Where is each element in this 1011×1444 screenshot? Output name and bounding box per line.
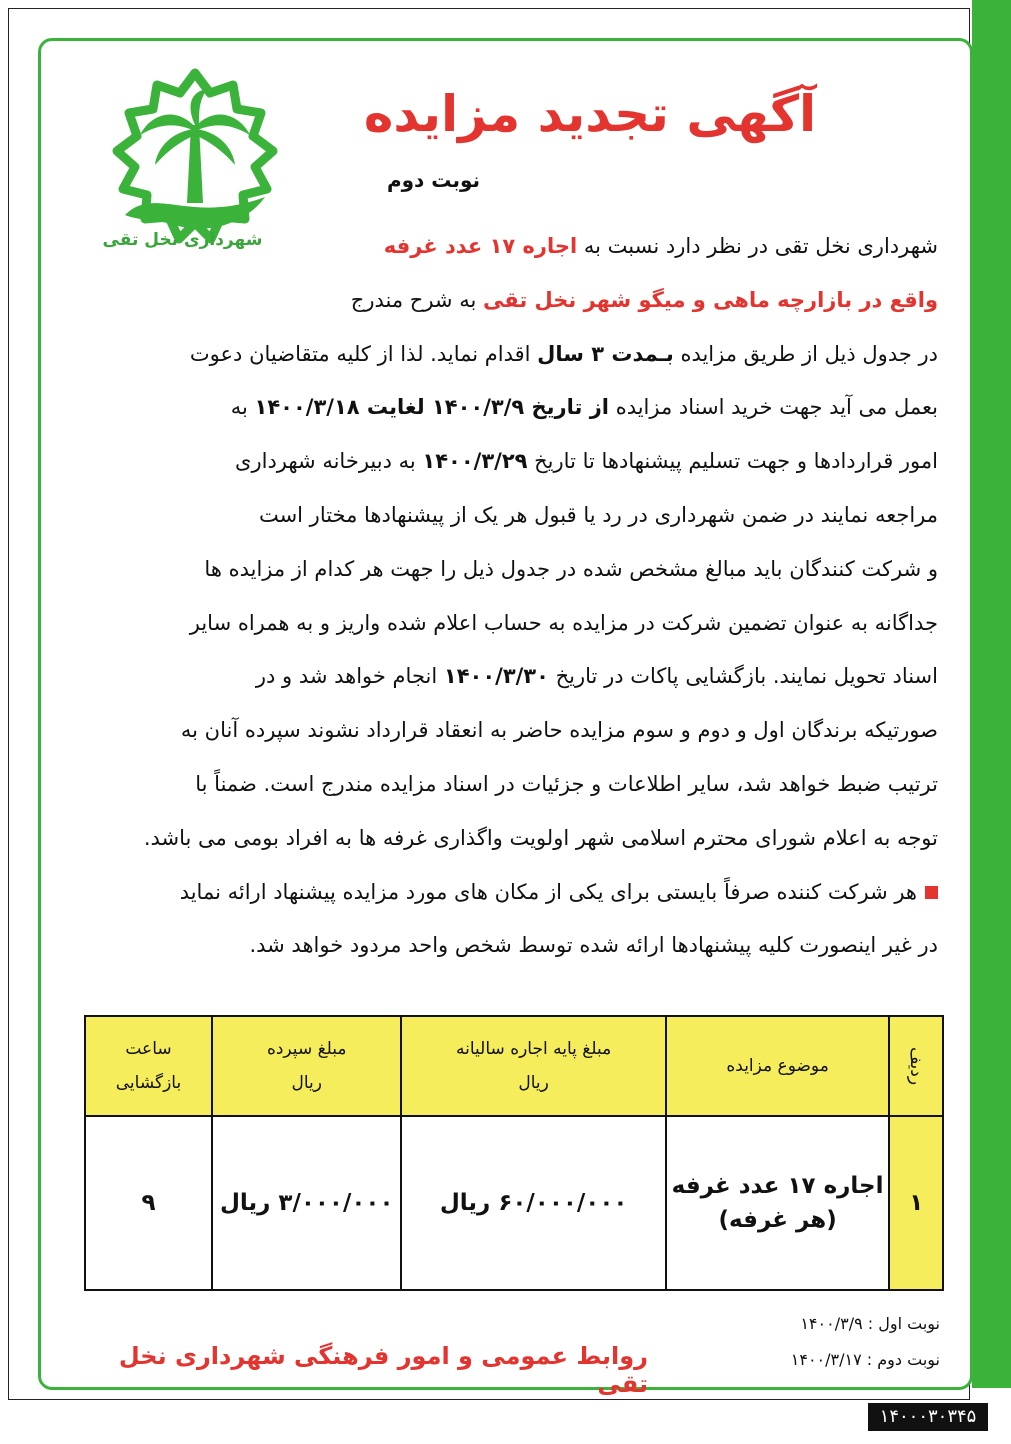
body-emphasis: ۱۴۰۰/۳/۳۰: [443, 664, 549, 689]
table-row: [85, 1116, 943, 1290]
body-text: بعمل می آید جهت خرید اسناد مزایده: [609, 395, 938, 420]
body-text: به: [230, 395, 255, 420]
second-round-date: نوبت دوم : ۱۴۰۰/۳/۱۷: [790, 1350, 940, 1369]
cell-base-price: ۶۰/۰۰۰/۰۰۰ ریال: [401, 1116, 665, 1290]
body-text: اقدام نماید. لذا از کلیه متقاضیان دعوت: [189, 341, 538, 366]
notice-title: آگهی تجدید مزایده: [363, 85, 817, 143]
header-base-price-unit: ریال: [518, 1073, 549, 1093]
cell-subject-line: اجاره ۱۷ عدد غرفه: [671, 1173, 884, 1199]
header-subject: موضوع مزایده: [666, 1016, 890, 1116]
cell-subject: [666, 1116, 890, 1290]
body-highlight: اجاره ۱۷ عدد غرفه: [383, 234, 578, 258]
body-text: شهرداری نخل تقی در نظر دارد نسبت به: [577, 234, 938, 258]
body-line: جداگانه به عنوان تضمین شرکت در مزایده به حساب اعلام شده واریز و به همراه سایر: [189, 610, 938, 635]
cell-opening: ۹: [85, 1116, 212, 1290]
cell-subject-line: (هر غرفه): [718, 1207, 837, 1233]
body-highlight: واقع در بازارچه ماهی و میگو شهر نخل تقی: [482, 287, 938, 312]
cell-deposit: ۳/۰۰۰/۰۰۰ ریال: [212, 1116, 401, 1290]
header-base-price-label: مبلغ پایه اجاره سالیانه: [456, 1039, 612, 1059]
header-deposit: [212, 1016, 401, 1116]
header-deposit-unit: ریال: [291, 1073, 322, 1093]
first-round-date: نوبت اول : ۱۴۰۰/۳/۹: [800, 1314, 940, 1333]
body-text: به شرح مندرج: [350, 287, 483, 312]
body-line: [78, 650, 938, 704]
body-text: اسناد تحویل نمایند. بازگشایی پاکات در تاریخ: [548, 664, 938, 689]
body-emphasis: بـمدت ۳ سال: [537, 341, 674, 366]
body-line: ترتیب ضبط خواهد شد، سایر اطلاعات و جزئیات در اسناد مزایده مندرج است. ضمناً با: [195, 771, 938, 796]
body-text: انجام خواهد شد و در: [255, 664, 444, 689]
body-line: و شرکت کنندگان باید مبالغ مشخص شده در جدول ذیل را جهت هر کدام از مزایده ها: [204, 556, 938, 581]
body-line: [78, 435, 938, 489]
header-row-number-label: ردیف: [906, 1046, 927, 1086]
body-emphasis: ۱۴۰۰/۳/۲۹: [422, 449, 528, 474]
header-base-price: [401, 1016, 665, 1116]
green-band: [972, 0, 1011, 1388]
body-line: [78, 220, 938, 274]
header-deposit-label: مبلغ سپرده: [266, 1039, 347, 1059]
body-line: [78, 274, 938, 328]
body-line: صورتیکه برندگان اول و دوم و سوم مزایده حاضر به انعقاد قرارداد نشوند سپرده آنان به: [180, 718, 938, 743]
body-line: توجه به اعلام شورای محترم اسلامی شهر اولویت واگذاری غرفه ها به افراد بومی می باشد.: [143, 825, 938, 850]
auction-table: [84, 1015, 944, 1291]
footer-signature: روابط عمومی و امور فرهنگی شهرداری نخل تقی: [118, 1342, 648, 1398]
cell-row-number: ۱: [889, 1116, 943, 1290]
publication-dates: [740, 1306, 940, 1378]
header-opening-label-2: بازگشایی: [115, 1073, 182, 1093]
body-text: امور قراردادها و جهت تسلیم پیشنهادها تا تاریخ: [527, 449, 938, 474]
header-opening-label: ساعت: [125, 1039, 172, 1059]
logo-caption: شهرداری نخل تقی: [102, 230, 263, 250]
header-row-number: [889, 1016, 943, 1116]
table-header-row: [85, 1016, 943, 1116]
bullet-square-icon: [925, 886, 938, 899]
body-line: [78, 866, 938, 920]
body-text: به دبیرخانه شهرداری: [235, 449, 423, 474]
body-line: در غیر اینصورت کلیه پیشنهادها ارائه شده توسط شخص واحد مردود خواهد شد.: [249, 933, 938, 958]
document-number: ۱۴۰۰۰۳۰۳۴۵: [868, 1403, 988, 1431]
body-text: در جدول ذیل از طریق مزایده: [673, 341, 938, 366]
body-emphasis: از تاریخ ۱۴۰۰/۳/۹ لغایت ۱۴۰۰/۳/۱۸: [254, 395, 610, 420]
body-line: [78, 328, 938, 382]
body-line: مراجعه نمایند در ضمن شهرداری در رد یا قبول هر یک از پیشنهادها مختار است: [258, 502, 938, 527]
notice-body: [78, 220, 938, 973]
header-opening: [85, 1016, 212, 1116]
body-line: [78, 381, 938, 435]
notice-subtitle: نوبت دوم: [386, 168, 480, 192]
body-text: هر شرکت کننده صرفاً بایستی برای یکی از مکان های مورد مزایده پیشنهاد ارائه نماید: [179, 879, 917, 904]
